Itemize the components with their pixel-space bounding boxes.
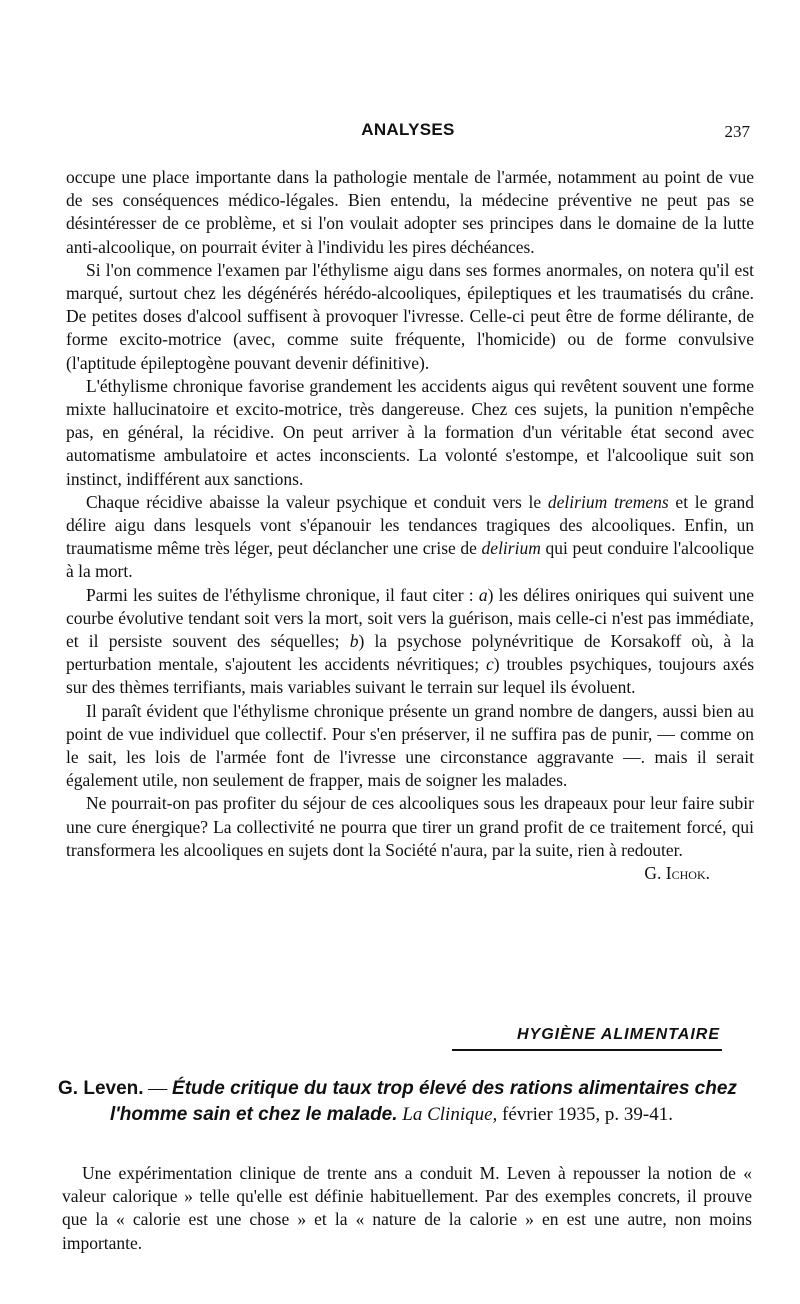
section-heading: HYGIÈNE ALIMENTAIRE [516, 1026, 720, 1043]
running-title: ANALYSES [361, 120, 455, 139]
reference-title: Étude critique du taux trop élevé des rations alimentaires chez l'homme sain et chez le malade. [110, 1078, 737, 1125]
bibliographic-reference [58, 1076, 748, 1128]
italic-term: delirium tremens [547, 491, 669, 512]
paragraph-text: ) troubles psychiques, toujours axés sur des thèmes terrifiants, mais variables suivant le terrain sur lequel ils évoluent. [66, 654, 755, 698]
paragraph-text: ) les délires oniriques qui suivent une courbe évolutive tendant soit vers la mort, soit vers la guérison, mais celle-ci n'est pas immédiate, et il persiste souvent des séquelles; [66, 584, 754, 652]
paragraph-text: occupe une place importante dans la pathologie mentale de l'armée, notamment au point de vue de ses conséquences médico-légales. Bien entendu, la médecine préventive ne peut pas se désintéresser de ce problème, et si l'on voulait adopter ses principes dans le domaine de la lutte anti-alcoolique, on pourrait éviter à l'individu les pires déchéances. [66, 167, 754, 257]
reference-line [58, 1076, 748, 1128]
italic-term: delirium [481, 538, 541, 559]
abstract-text: Une expérimentation clinique de trente ans a conduit M. Leven à repousser la notion de « valeur calorique » telle qu'elle est définie habituellement. Par des exemples concrets, il prouve que la « calorie est une chose » et la « nature de la calorie » en est une autre, non moins importante. [62, 1163, 752, 1253]
paragraph-text: Parmi les suites de l'éthylisme chronique, il faut citer : [86, 584, 479, 605]
paragraph [66, 584, 754, 700]
reference-details: février 1935, p. 39-41. [497, 1104, 673, 1125]
section-underline [452, 1049, 722, 1051]
paragraph-text: Chaque récidive abaisse la valeur psychique et conduit vers le [86, 491, 548, 512]
running-header [66, 120, 750, 144]
list-marker: c [485, 654, 494, 675]
paragraph [66, 166, 754, 259]
paragraph [66, 700, 754, 793]
paragraph-text: Il paraît évident que l'éthylisme chronique présente un grand nombre de dangers, aussi bien au point de vue individuel que collectif. Pour s'en préserver, il ne suffira pas de punir, — comme on le sait, les lois de l'armée font de l'ivresse une circonstance aggravante —. mais il serait également utile, non seulement de frapper, mais de soigner les malades. [66, 700, 754, 791]
paragraph [66, 375, 754, 491]
article-body [66, 166, 754, 885]
list-marker: a [478, 584, 488, 605]
author-signature: G. Ichok. [644, 863, 710, 884]
paragraph-text: ) la psychose polynévritique de Korsakoff où, à la perturbation mentale, s'ajoutent les accidents névritiques; [66, 631, 754, 675]
reference-journal: La Clinique, [402, 1104, 498, 1125]
paragraph [66, 491, 754, 584]
paragraph [66, 259, 754, 375]
abstract [62, 1162, 752, 1255]
paragraph [66, 792, 754, 884]
reference-dash: — [143, 1078, 173, 1099]
paragraph-text: L'éthylisme chronique favorise grandement les accidents aigus qui revêtent souvent une forme mixte hallucinatoire et excito-motrice, très dangereuse. Chez ces sujets, la punition n'empêche pas, en général, la récidive. On peut arriver à la formation d'un véritable état second avec automatisme ambulatoire et actes inconscients. La volonté s'estompe, et l'alcoolique suit son instinct, indifférent aux sanctions. [66, 375, 754, 489]
paragraph-text: Si l'on commence l'examen par l'éthylisme aigu dans ses formes anormales, on notera qu'il est marqué, surtout chez les dégénérés hérédo-alcooliques, épileptiques et les traumatisés du crâne. De petites doses d'alcool suffisent à provoquer l'ivresse. Celle-ci peut être de forme délirante, de forme excito-motrice (avec, comme suite fréquente, l'homicide) ou de forme convulsive (l'aptitude épileptogène pouvant devenir définitive). [66, 259, 754, 373]
paragraph-text: Ne pourrait-on pas profiter du séjour de ces alcooliques sous les drapeaux pour leur faire subir une cure énergique? La collectivité ne pourra que tirer un grand profit de ce traitement forcé, qui transformera les alcooliques en sujets dont la Société n'aura, par la suite, rien à redouter. [66, 793, 754, 860]
paragraph-text: et le grand délire aigu dans lesquels vont s'épanouir les tendances tragiques des alcooliques. Enfin, un traumatisme même très léger, peut déclancher une crise de [66, 491, 755, 559]
page-number: 237 [724, 122, 750, 141]
paragraph-text: qui peut conduire l'alcoolique à la mort. [66, 538, 754, 582]
reference-author: G. Leven. [58, 1078, 144, 1099]
list-marker: b [349, 631, 359, 652]
